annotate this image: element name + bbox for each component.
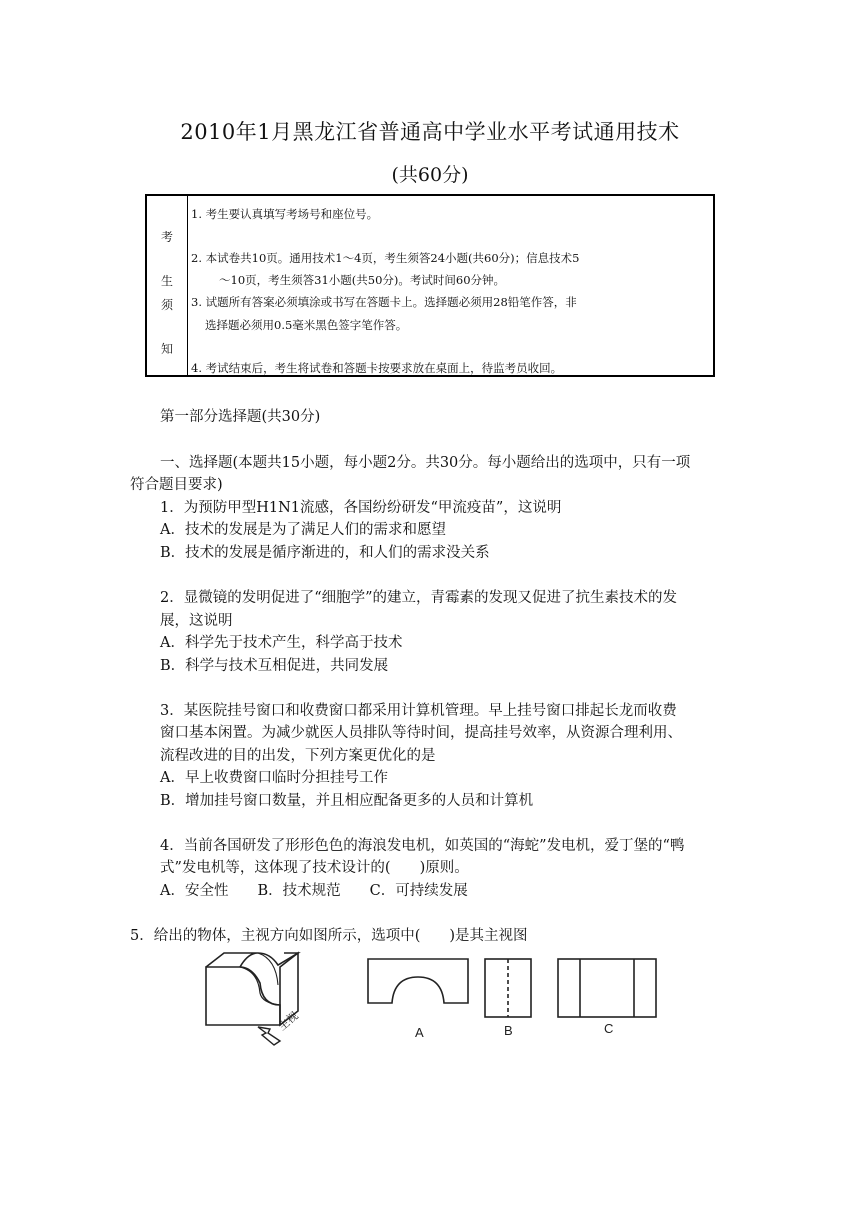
choice-b-label: B xyxy=(504,1023,513,1038)
question-stem: 4．当前各国研发了形形色色的海浪发电机，如英国的“海蛇”发电机，爱丁堡的“鸭 xyxy=(160,838,685,854)
notice-label-char: 考 xyxy=(160,230,173,244)
page-subtitle: (共60分) xyxy=(391,164,469,186)
exam-notice-box xyxy=(145,194,715,377)
question-stem: 流程改进的目的出发，下列方案更优化的是 xyxy=(160,748,436,764)
notice-line: 4. 考试结束后，考生将试卷和答题卡按要求放在桌面上，待监考员收回。 xyxy=(191,361,563,375)
choice-a-label: A xyxy=(415,1025,424,1040)
question-stem: 式”发电机等，这体现了技术设计的( )原则。 xyxy=(160,860,469,876)
section-intro-line: 一、选择题(本题共15小题，每小题2分。共30分。每小题给出的选项中，只有一项 xyxy=(160,455,691,471)
question-option: A．安全性 B．技术规范 C．可持续发展 xyxy=(160,883,468,899)
question-option: A．技术的发展是为了满足人们的需求和愿望 xyxy=(160,522,446,538)
choice-b-drawing xyxy=(485,959,531,1017)
notice-label-char: 知 xyxy=(160,342,173,356)
choice-a-drawing xyxy=(368,959,468,1003)
choice-c-label: C xyxy=(604,1021,614,1036)
notice-line: ～10页，考生须答31小题(共50分)。考试时间60分钟。 xyxy=(219,273,506,287)
object-isometric-drawing xyxy=(206,953,298,1025)
view-direction-arrow xyxy=(258,1027,280,1045)
three-view-figure xyxy=(200,945,670,1050)
question-option: B．科学与技术互相促进，共同发展 xyxy=(160,658,389,674)
choice-c-drawing xyxy=(558,959,656,1017)
question-stem: 2．显微镜的发明促进了“细胞学”的建立，青霉素的发现又促进了抗生素技术的发 xyxy=(160,590,678,606)
notice-line: 选择题必须用0.5毫米黑色签字笔作答。 xyxy=(205,318,408,332)
question-stem: 展，这说明 xyxy=(160,613,233,629)
section-intro-line: 符合题目要求) xyxy=(130,477,223,493)
part-heading: 第一部分选择题(共30分) xyxy=(160,409,321,425)
question-stem: 3．某医院挂号窗口和收费窗口都采用计算机管理。早上挂号窗口排起长龙而收费 xyxy=(160,703,677,719)
notice-line: 3. 试题所有答案必须填涂或书写在答题卡上。选择题必须用28铅笔作答，非 xyxy=(191,295,577,309)
question-stem: 1．为预防甲型H1N1流感，各国纷纷研发“甲流疫苗”，这说明 xyxy=(160,500,562,516)
notice-label-char: 生 xyxy=(160,274,173,288)
question-stem: 窗口基本闲置。为减少就医人员排队等待时间，提高挂号效率，从资源合理利用、 xyxy=(160,725,682,741)
notice-line: 2. 本试卷共10页。通用技术1～4页，考生须答24小题(共60分)；信息技术5 xyxy=(191,251,580,265)
question-option: A．早上收费窗口临时分担挂号工作 xyxy=(160,770,388,786)
question-option: A．科学先于技术产生，科学高于技术 xyxy=(160,635,403,651)
question-option: B．技术的发展是循序渐进的，和人们的需求没关系 xyxy=(160,545,490,561)
question-stem: 5．给出的物体，主视方向如图所示，选项中( )是其主视图 xyxy=(130,928,528,944)
page-title: 2010年1月黑龙江省普通高中学业水平考试通用技术 xyxy=(180,120,680,144)
notice-label-column xyxy=(147,196,188,375)
view-direction-label: 主视 xyxy=(275,1009,301,1034)
question-option: B．增加挂号窗口数量，并且相应配备更多的人员和计算机 xyxy=(160,793,534,809)
notice-line: 1. 考生要认真填写考场号和座位号。 xyxy=(191,207,379,221)
notice-label-char: 须 xyxy=(160,298,173,312)
